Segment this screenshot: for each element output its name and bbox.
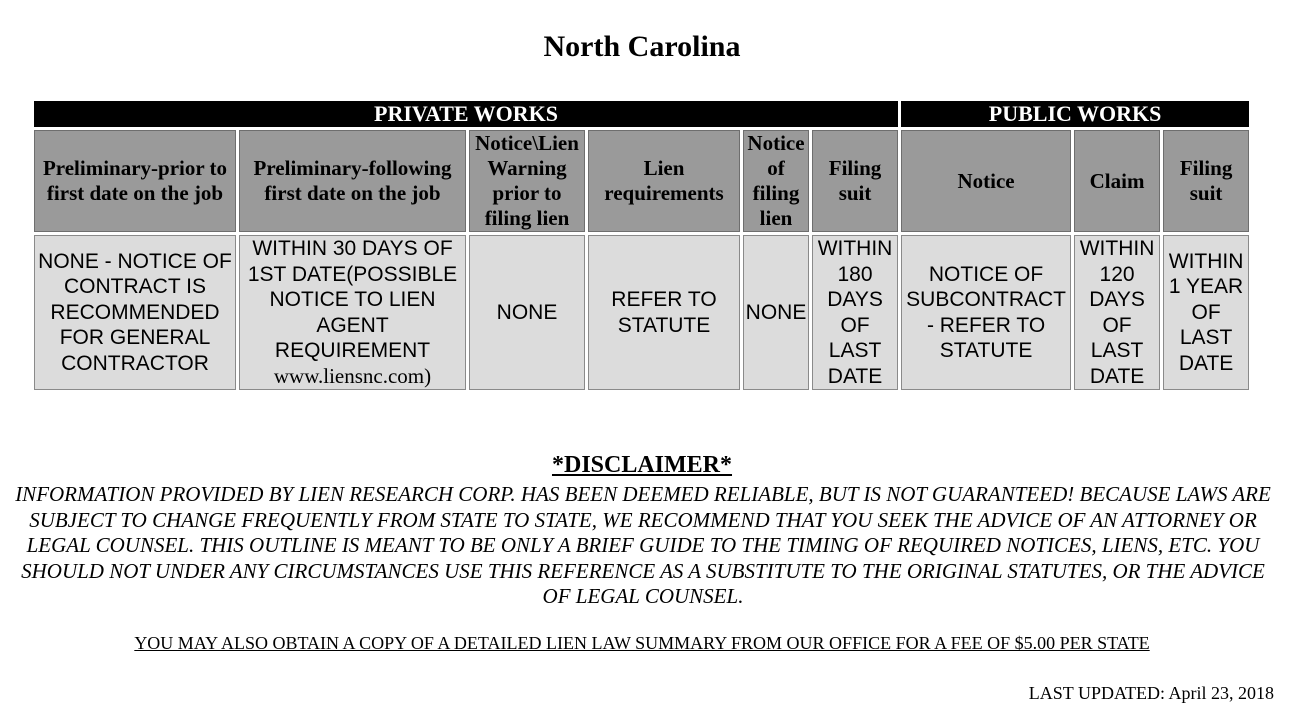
cell-notice-lien-warning: NONE — [469, 235, 585, 390]
col-notice-lien-warning: Notice\Lien Warning prior to filing lien — [469, 130, 585, 232]
col-public-claim: Claim — [1074, 130, 1160, 232]
private-works-header: PRIVATE WORKS — [34, 101, 898, 127]
last-updated — [1029, 683, 1274, 704]
cell-public-notice: NOTICE OF SUBCONTRACT - REFER TO STATUTE — [901, 235, 1071, 390]
column-header-row — [34, 130, 1249, 232]
cell-preliminary-prior: NONE - NOTICE OF CONTRACT IS RECOMMENDED FOR GENERAL CONTRACTOR — [34, 235, 236, 390]
last-updated-label: LAST UPDATED: — [1028, 683, 1165, 703]
cell-public-filing-suit: WITHIN 1 YEAR OF LAST DATE — [1163, 235, 1249, 390]
liensnc-link[interactable]: www.liensnc.com) — [273, 363, 432, 388]
col-public-notice: Notice — [901, 130, 1071, 232]
disclaimer-title: *DISCLAIMER* — [551, 452, 733, 478]
cell-preliminary-following — [239, 235, 466, 390]
cell-private-filing-suit: WITHIN 180 DAYS OF LAST DATE — [812, 235, 898, 390]
table-row — [34, 235, 1249, 390]
cell-preliminary-following-text: WITHIN 30 DAYS OF 1ST DATE(POSSIBLE NOTICE TO LIEN AGENT REQUIREMENT — [247, 237, 458, 362]
page-title: North Carolina — [543, 30, 741, 63]
col-preliminary-following: Preliminary-following first date on the job — [239, 130, 466, 232]
col-preliminary-prior: Preliminary-prior to first date on the job — [34, 130, 236, 232]
cell-notice-of-filing-lien: NONE — [743, 235, 809, 390]
section-header-row — [34, 101, 1249, 127]
col-lien-requirements: Lien requirements — [588, 130, 740, 232]
col-public-filing-suit: Filing suit — [1163, 130, 1249, 232]
cell-public-claim: WITHIN 120 DAYS OF LAST DATE — [1074, 235, 1160, 390]
cell-lien-requirements: REFER TO STATUTE — [588, 235, 740, 390]
last-updated-date: April 23, 2018 — [1168, 683, 1274, 703]
col-private-filing-suit: Filing suit — [812, 130, 898, 232]
lien-table — [31, 98, 1252, 393]
col-notice-of-filing-lien: Notice of filing lien — [743, 130, 809, 232]
disclaimer-text: INFORMATION PROVIDED BY LIEN RESEARCH CORP. HAS BEEN DEEMED RELIABLE, BUT IS NOT GUARANTEED! BECAUSE LAWS ARE SUBJECT TO CHANGE FREQUENTLY FROM STATE TO STATE, WE RECOMMEND THAT YOU SEEK THE ADVICE OF AN ATTORNEY OR LEGAL COUNSEL. THIS OUTLINE IS MEANT TO BE ONLY A BRIEF GUIDE TO THE TIMING OF REQUIRED NOTICES, LIENS, ETC. YOU SHOULD NOT UNDER ANY CIRCUMSTANCES USE THIS REFERENCE AS A SUBSTITUTE TO THE ORIGINAL STATUTES, OR THE ADVICE OF LEGAL COUNSEL. — [15, 482, 1271, 609]
lien-summary-link[interactable]: YOU MAY ALSO OBTAIN A COPY OF A DETAILED LIEN LAW SUMMARY FROM OUR OFFICE FOR A FEE OF $5.00 PER STATE — [134, 633, 1150, 653]
public-works-header: PUBLIC WORKS — [901, 101, 1249, 127]
